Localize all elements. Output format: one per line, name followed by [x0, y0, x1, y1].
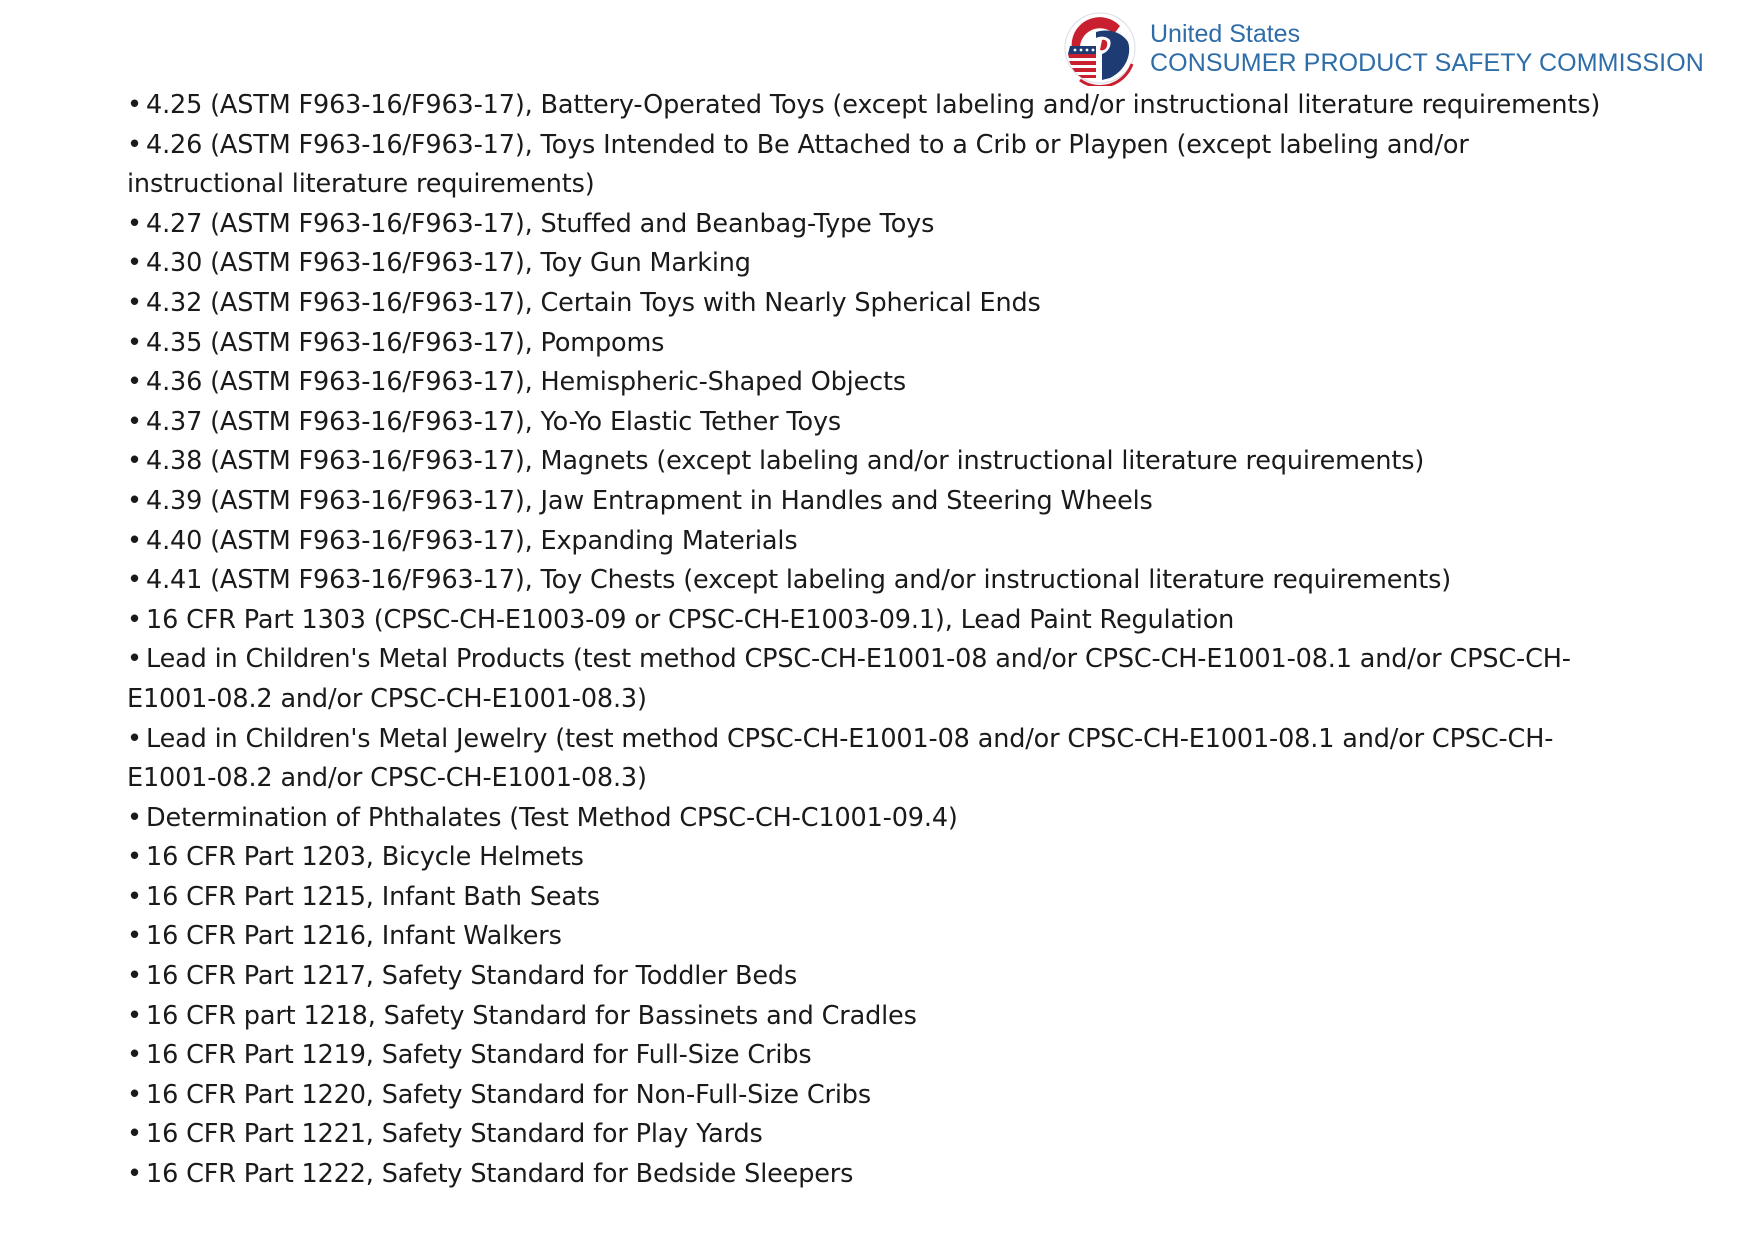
list-item: [127, 205, 1627, 245]
bullet-icon: •: [127, 129, 142, 160]
list-item-text: 4.36 (ASTM F963-16/F963-17), Hemispheric-Shaped Objects: [146, 367, 907, 398]
bullet-icon: •: [127, 406, 142, 437]
standards-list-container: [127, 86, 1627, 1195]
bullet-icon: •: [127, 842, 142, 873]
list-item-text: 4.35 (ASTM F963-16/F963-17), Pompoms: [146, 327, 665, 358]
list-item: [127, 720, 1627, 799]
list-item: [127, 997, 1627, 1037]
list-item: [127, 640, 1627, 719]
bullet-icon: •: [127, 1119, 142, 1150]
list-item-text: 16 CFR Part 1203, Bicycle Helmets: [146, 842, 584, 873]
bullet-icon: •: [127, 802, 142, 833]
list-item: [127, 1115, 1627, 1155]
bullet-icon: •: [127, 1159, 142, 1190]
list-item: [127, 403, 1627, 443]
list-item-text: 16 CFR Part 1303 (CPSC-CH-E1003-09 or CPSC-CH-E1003-09.1), Lead Paint Regulation: [146, 604, 1235, 635]
list-item: [127, 442, 1627, 482]
list-item: [127, 838, 1627, 878]
list-item: [127, 917, 1627, 957]
bullet-icon: •: [127, 525, 142, 556]
bullet-icon: •: [127, 644, 142, 675]
list-item-text: 16 CFR Part 1217, Safety Standard for Toddler Beds: [146, 961, 798, 992]
list-item-text: Lead in Children's Metal Products (test method CPSC-CH-E1001-08 and/or CPSC-CH-E1001-08.1 and/or CPSC-CH-E1001-08.2 and/or CPSC-CH-E1001-08.3): [127, 644, 1571, 714]
list-item-text: 4.37 (ASTM F963-16/F963-17), Yo-Yo Elastic Tether Toys: [146, 406, 842, 437]
list-item-text: 4.26 (ASTM F963-16/F963-17), Toys Intended to Be Attached to a Crib or Playpen (except labeling and/or instructional literature requirements): [127, 129, 1469, 200]
bullet-icon: •: [127, 565, 142, 596]
list-item-text: 4.41 (ASTM F963-16/F963-17), Toy Chests (except labeling and/or instructional literature requirements): [146, 565, 1452, 596]
bullet-icon: •: [127, 208, 142, 239]
list-item-text: 16 CFR Part 1215, Infant Bath Seats: [146, 881, 600, 912]
list-item: [127, 878, 1627, 918]
list-item-text: 4.40 (ASTM F963-16/F963-17), Expanding Materials: [146, 525, 798, 556]
list-item: [127, 1076, 1627, 1116]
list-item-text: 16 CFR Part 1216, Infant Walkers: [146, 921, 562, 952]
list-item-text: Lead in Children's Metal Jewelry (test method CPSC-CH-E1001-08 and/or CPSC-CH-E1001-08.1 and/or CPSC-CH-E1001-08.2 and/or CPSC-CH-E1001-08.3): [127, 723, 1554, 794]
list-item-text: 16 CFR Part 1221, Safety Standard for Play Yards: [146, 1119, 763, 1150]
list-item: [127, 1036, 1627, 1076]
agency-name: [1150, 20, 1704, 78]
bullet-icon: •: [127, 367, 142, 398]
list-item-text: 4.27 (ASTM F963-16/F963-17), Stuffed and Beanbag-Type Toys: [146, 208, 935, 239]
cpsc-seal-icon: [1062, 10, 1138, 86]
list-item: [127, 482, 1627, 522]
list-item: [127, 244, 1627, 284]
bullet-icon: •: [127, 287, 142, 318]
list-item-text: 16 CFR Part 1220, Safety Standard for Non-Full-Size Cribs: [146, 1079, 871, 1110]
list-item-text: 4.39 (ASTM F963-16/F963-17), Jaw Entrapment in Handles and Steering Wheels: [146, 485, 1153, 516]
list-item-text: Determination of Phthalates (Test Method CPSC-CH-C1001-09.4): [146, 802, 958, 833]
list-item: [127, 126, 1627, 205]
list-item-text: 4.32 (ASTM F963-16/F963-17), Certain Toys with Nearly Spherical Ends: [146, 287, 1041, 318]
list-item-text: 4.38 (ASTM F963-16/F963-17), Magnets (except labeling and/or instructional literature requirements): [146, 446, 1425, 477]
list-item-text: 16 CFR Part 1219, Safety Standard for Full-Size Cribs: [146, 1040, 812, 1071]
bullet-icon: •: [127, 604, 142, 635]
list-item-text: 4.25 (ASTM F963-16/F963-17), Battery-Operated Toys (except labeling and/or instructional literature requirements): [146, 90, 1601, 120]
list-item: [127, 561, 1627, 601]
list-item-text: 16 CFR Part 1222, Safety Standard for Bedside Sleepers: [146, 1159, 854, 1190]
list-item: [127, 957, 1627, 997]
list-item: [127, 601, 1627, 641]
standards-list: [127, 86, 1627, 1195]
agency-line-2: CONSUMER PRODUCT SAFETY COMMISSION: [1150, 49, 1704, 77]
bullet-icon: •: [127, 1079, 142, 1110]
bullet-icon: •: [127, 1000, 142, 1031]
bullet-icon: •: [127, 327, 142, 358]
bullet-icon: •: [127, 921, 142, 952]
list-item-text: 16 CFR part 1218, Safety Standard for Bassinets and Cradles: [146, 1000, 917, 1031]
bullet-icon: •: [127, 248, 142, 279]
agency-line-1: United States: [1150, 20, 1301, 48]
list-item: [127, 86, 1627, 126]
bullet-icon: •: [127, 485, 142, 516]
bullet-icon: •: [127, 961, 142, 992]
list-item: [127, 363, 1627, 403]
bullet-icon: •: [127, 446, 142, 477]
bullet-icon: •: [127, 723, 142, 754]
list-item: [127, 522, 1627, 562]
list-item: [127, 324, 1627, 364]
bullet-icon: •: [127, 881, 142, 912]
list-item: [127, 1155, 1627, 1195]
list-item: [127, 799, 1627, 839]
list-item-text: 4.30 (ASTM F963-16/F963-17), Toy Gun Marking: [146, 248, 751, 279]
bullet-icon: •: [127, 1040, 142, 1071]
list-item: [127, 284, 1627, 324]
page-header: [1062, 10, 1722, 86]
bullet-icon: •: [127, 90, 142, 120]
